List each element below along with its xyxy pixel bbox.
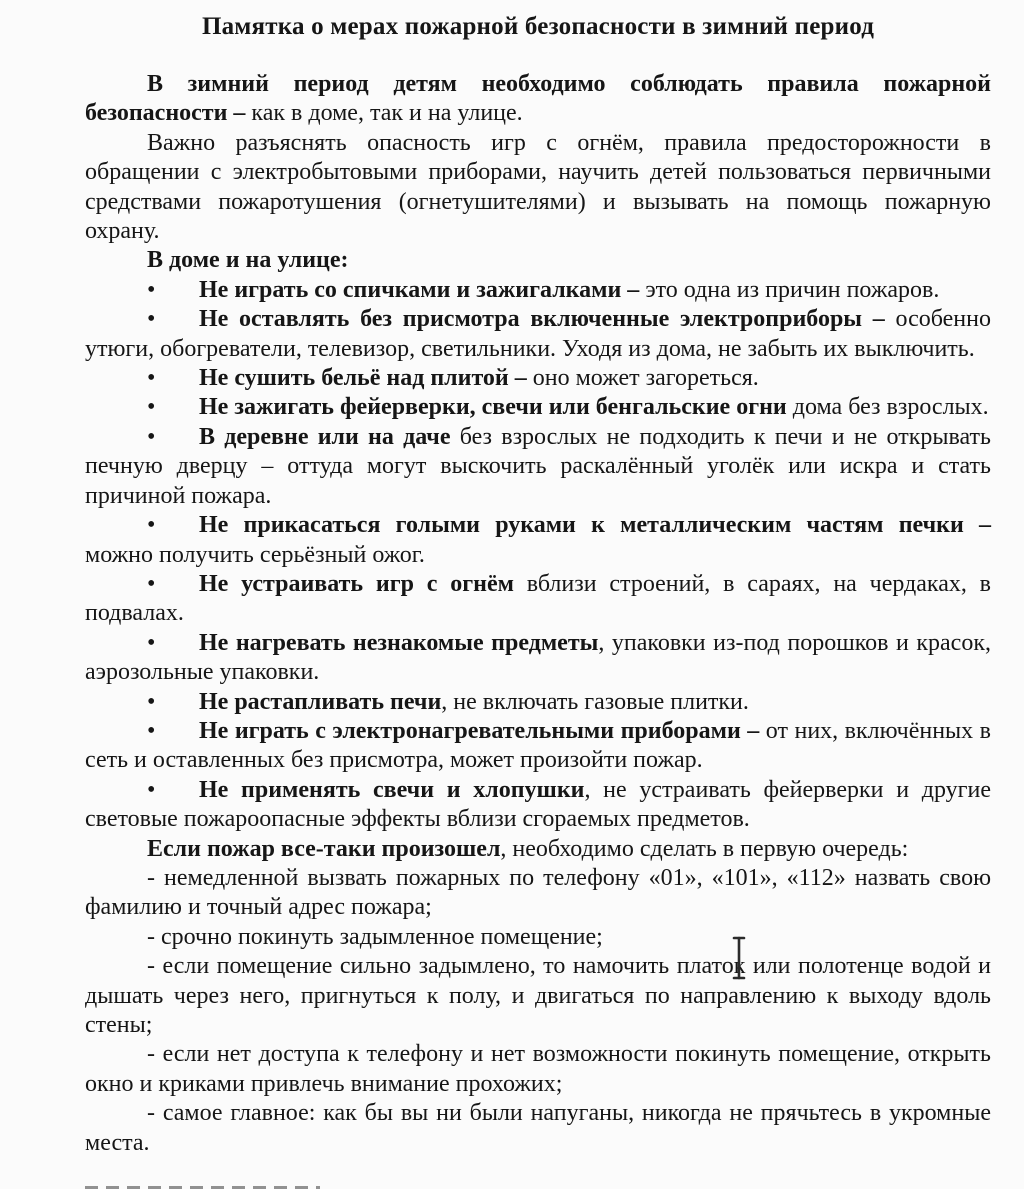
bullet-item — [85, 305, 991, 364]
bullet-item — [85, 688, 991, 717]
action-item: - немедленной вызвать пожарных по телефону «01», «101», «112» назвать свою фамилию и точный адрес пожара; — [85, 864, 991, 921]
bullet-text: , не устраивать фейерверки и другие световые пожароопасные эффекты вблизи сгораемых предметов. — [85, 776, 992, 833]
bullet-icon: • — [147, 276, 156, 303]
bullet-icon: • — [147, 306, 156, 333]
bullet-bold-lead: Не играть со спичками и зажигалками – — [199, 276, 640, 303]
bullet-bold-lead: Не растапливать печи — [199, 688, 442, 715]
intro-bold-lead: В зимний период детям необходимо соблюдать правила пожарной безопасности – — [85, 71, 991, 127]
bullet-text: это одна из причин пожаров. — [639, 276, 940, 303]
bullet-item — [85, 393, 991, 422]
bullet-item — [85, 276, 991, 305]
bullet-item — [85, 364, 991, 393]
intro-text: как в доме, так и на улице. — [245, 100, 523, 127]
bullet-text: , не включать газовые плитки. — [441, 688, 749, 715]
bullet-item — [85, 511, 991, 570]
text-cursor-icon — [731, 936, 747, 980]
bullet-text: вблизи строений, в сараях, на чердаках, в подвалах. — [85, 570, 991, 627]
bullet-icon: • — [147, 776, 156, 803]
bullet-icon: • — [147, 512, 156, 539]
bullet-icon: • — [147, 394, 156, 421]
intro-paragraph — [85, 129, 991, 247]
bullet-text: , упаковки из-под порошков и красок, аэрозольные упаковки. — [85, 629, 991, 686]
document-title: Памятка о мерах пожарной безопасности в зимний период — [201, 13, 875, 40]
bullet-bold-lead: Не зажигать фейерверки, свечи или бенгальские огни — [199, 394, 787, 421]
bullet-icon: • — [147, 717, 156, 744]
bullet-bold-lead: Не прикасаться голыми руками к металлическим частям печки – — [199, 512, 991, 539]
bullet-bold-lead: Не устраивать игр с огнём — [199, 570, 514, 597]
document-page — [85, 10, 991, 1158]
bullet-bold-lead: В деревне или на даче — [199, 423, 451, 450]
bullet-icon: • — [147, 629, 156, 656]
intro-paragraph — [85, 70, 991, 129]
bullet-text: без взрослых не подходить к печи и не открывать печную дверцу – оттуда могут выскочить раскалённый уголёк или искра и стать причиной пожара. — [85, 423, 991, 509]
bullet-text: оно может загореться. — [526, 365, 759, 392]
bullet-text: дома без взрослых. — [786, 394, 989, 421]
bullet-bold-lead: Не оставлять без присмотра включенные электроприборы – — [199, 306, 885, 333]
section-heading-emergency: Если пожар все-таки произошел, необходимо сделать в первую очередь: — [147, 835, 909, 862]
bullet-bold-lead: Не применять свечи и хлопушки — [199, 776, 585, 803]
action-item: - срочно покинуть задымленное помещение; — [147, 923, 603, 950]
bullet-bold-lead: Не нагревать незнакомые предметы — [199, 629, 599, 656]
bullet-icon: • — [147, 570, 156, 597]
section-heading-home-street: В доме и на улице: — [147, 247, 349, 274]
bullet-item — [85, 776, 991, 835]
bullet-icon: • — [147, 688, 156, 715]
action-item: - если нет доступа к телефону и нет возможности покинуть помещение, открыть окно и криками привлечь внимание прохожих; — [85, 1041, 991, 1097]
bullet-text: от них, включённых в сеть и оставленных без присмотра, может произойти пожар. — [85, 717, 991, 774]
intro-text: Важно разъяснять опасность игр с огнём, правила предосторожности в обращении с электробытовыми приборами, научить детей пользоваться первичными средствами пожаротушения (огнетушителями) и вызывать на помощь пожарную охрану. — [85, 129, 991, 245]
bullet-bold-lead: Не сушить бельё над плитой – — [199, 365, 527, 392]
bullet-icon: • — [147, 423, 156, 450]
bullet-text: особенно утюги, обогреватели, телевизор, светильники. Уходя из дома, не забыть их выключить. — [85, 306, 991, 362]
bullet-bold-lead: Не играть с электронагревательными приборами – — [199, 717, 760, 744]
bullet-icon: • — [147, 365, 156, 392]
bullet-text: можно получить серьёзный ожог. — [85, 541, 425, 568]
action-item: - если помещение сильно задымлено, то намочить платок или полотенце водой и дышать через него, пригнуться к полу, и двигаться по направлению к выходу вдоль стены; — [85, 953, 991, 1038]
bullet-item — [85, 423, 991, 511]
bullet-item — [85, 629, 991, 688]
bullet-item — [85, 717, 991, 776]
action-item: - самое главное: как бы вы ни были напуганы, никогда не прячьтесь в укромные места. — [85, 1100, 991, 1156]
bullet-item — [85, 570, 991, 629]
